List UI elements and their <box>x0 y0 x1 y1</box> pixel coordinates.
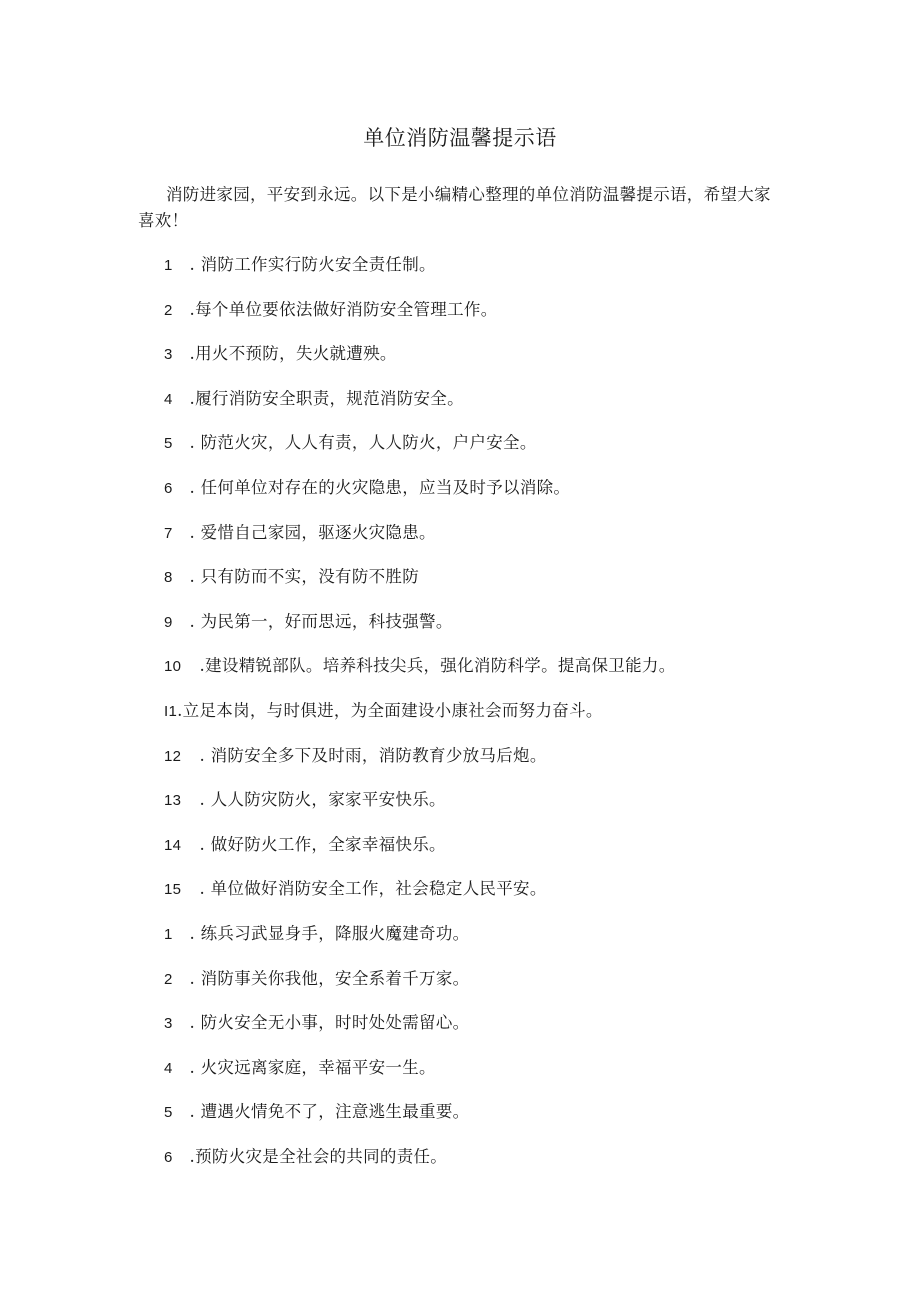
item-number: 6 <box>164 1148 173 1166</box>
list-item <box>164 341 804 386</box>
list-item <box>164 609 804 654</box>
item-number: 7 <box>164 524 173 542</box>
item-text: . 消防事关你我他，安全系着千万家。 <box>189 968 470 988</box>
item-number: 1 <box>164 925 173 943</box>
item-text: . 人人防灾防火，家家平安快乐。 <box>199 790 446 810</box>
item-text: . 消防安全多下及时雨，消防教育少放马后炮。 <box>199 745 547 765</box>
item-number: 3 <box>164 346 173 364</box>
list-item <box>164 743 804 788</box>
item-number: 10 <box>164 658 182 676</box>
item-number: 2 <box>164 970 173 988</box>
item-number: 9 <box>164 613 173 631</box>
list-item <box>164 832 804 877</box>
item-text: . 做好防火工作，全家幸福快乐。 <box>199 834 446 854</box>
item-number: 6 <box>164 479 173 497</box>
item-text: . 防范火灾，人人有责，人人防火，户户安全。 <box>189 433 537 453</box>
list-item <box>164 252 804 297</box>
item-text: .履行消防安全职责，规范消防安全。 <box>189 388 464 408</box>
item-text: .用火不预防，失火就遭殃。 <box>189 344 397 364</box>
item-number: 14 <box>164 836 182 854</box>
list-item <box>164 876 804 921</box>
list-item <box>164 921 804 966</box>
item-text: . 单位做好消防安全工作，社会稳定人民平安。 <box>199 879 547 899</box>
list-item <box>164 698 804 743</box>
item-number: 12 <box>164 747 182 765</box>
item-text: . 为民第一，好而思远，科技强警。 <box>189 611 453 631</box>
item-number: 5 <box>164 1104 173 1122</box>
list-item <box>164 1099 804 1144</box>
list-item <box>164 1144 804 1189</box>
list-item <box>164 1055 804 1100</box>
item-text: .立足本岗，与时俱进，为全面建设小康社会而努力奋斗。 <box>177 700 603 720</box>
item-number: 3 <box>164 1015 173 1033</box>
document-title: 单位消防温馨提示语 <box>363 126 557 150</box>
item-text: . 消防工作实行防火安全责任制。 <box>189 255 436 274</box>
item-text: . 火灾远离家庭，幸福平安一生。 <box>189 1057 436 1077</box>
item-number: 8 <box>164 569 173 587</box>
item-number: 1 <box>164 257 173 274</box>
item-number: 4 <box>164 1059 173 1077</box>
list-item <box>164 564 804 609</box>
item-number: I1 <box>164 702 178 720</box>
item-text: . 任何单位对存在的火灾隐患，应当及时予以消除。 <box>189 477 571 497</box>
list-item <box>164 1010 804 1055</box>
item-text: .每个单位要依法做好消防安全管理工作。 <box>189 299 498 319</box>
list-item <box>164 475 804 520</box>
intro-paragraph: 消防进家园，平安到永远。以下是小编精心整理的单位消防温馨提示语，希望大家喜欢！ <box>138 185 771 230</box>
list-item <box>164 520 804 565</box>
item-text: . 遭遇火情免不了，注意逃生最重要。 <box>189 1102 470 1122</box>
item-number: 5 <box>164 435 173 453</box>
list-item <box>164 653 804 698</box>
item-number: 4 <box>164 390 173 408</box>
tips-list <box>164 252 804 1188</box>
item-text: .建设精锐部队。培养科技尖兵，强化消防科学。提高保卫能力。 <box>199 656 676 676</box>
list-item <box>164 966 804 1011</box>
list-item <box>164 297 804 342</box>
item-text: .预防火灾是全社会的共同的责任。 <box>189 1146 448 1166</box>
item-number: 13 <box>164 792 182 810</box>
item-text: . 只有防而不实，没有防不胜防 <box>189 567 420 587</box>
item-text: . 练兵习武显身手，降服火魔建奇功。 <box>189 923 470 943</box>
item-text: . 防火安全无小事，时时处处需留心。 <box>189 1013 470 1033</box>
list-item <box>164 787 804 832</box>
list-item <box>164 386 804 431</box>
item-number: 2 <box>164 301 173 319</box>
list-item <box>164 430 804 475</box>
item-text: . 爱惜自己家园，驱逐火灾隐患。 <box>189 522 436 542</box>
item-number: 15 <box>164 881 182 899</box>
